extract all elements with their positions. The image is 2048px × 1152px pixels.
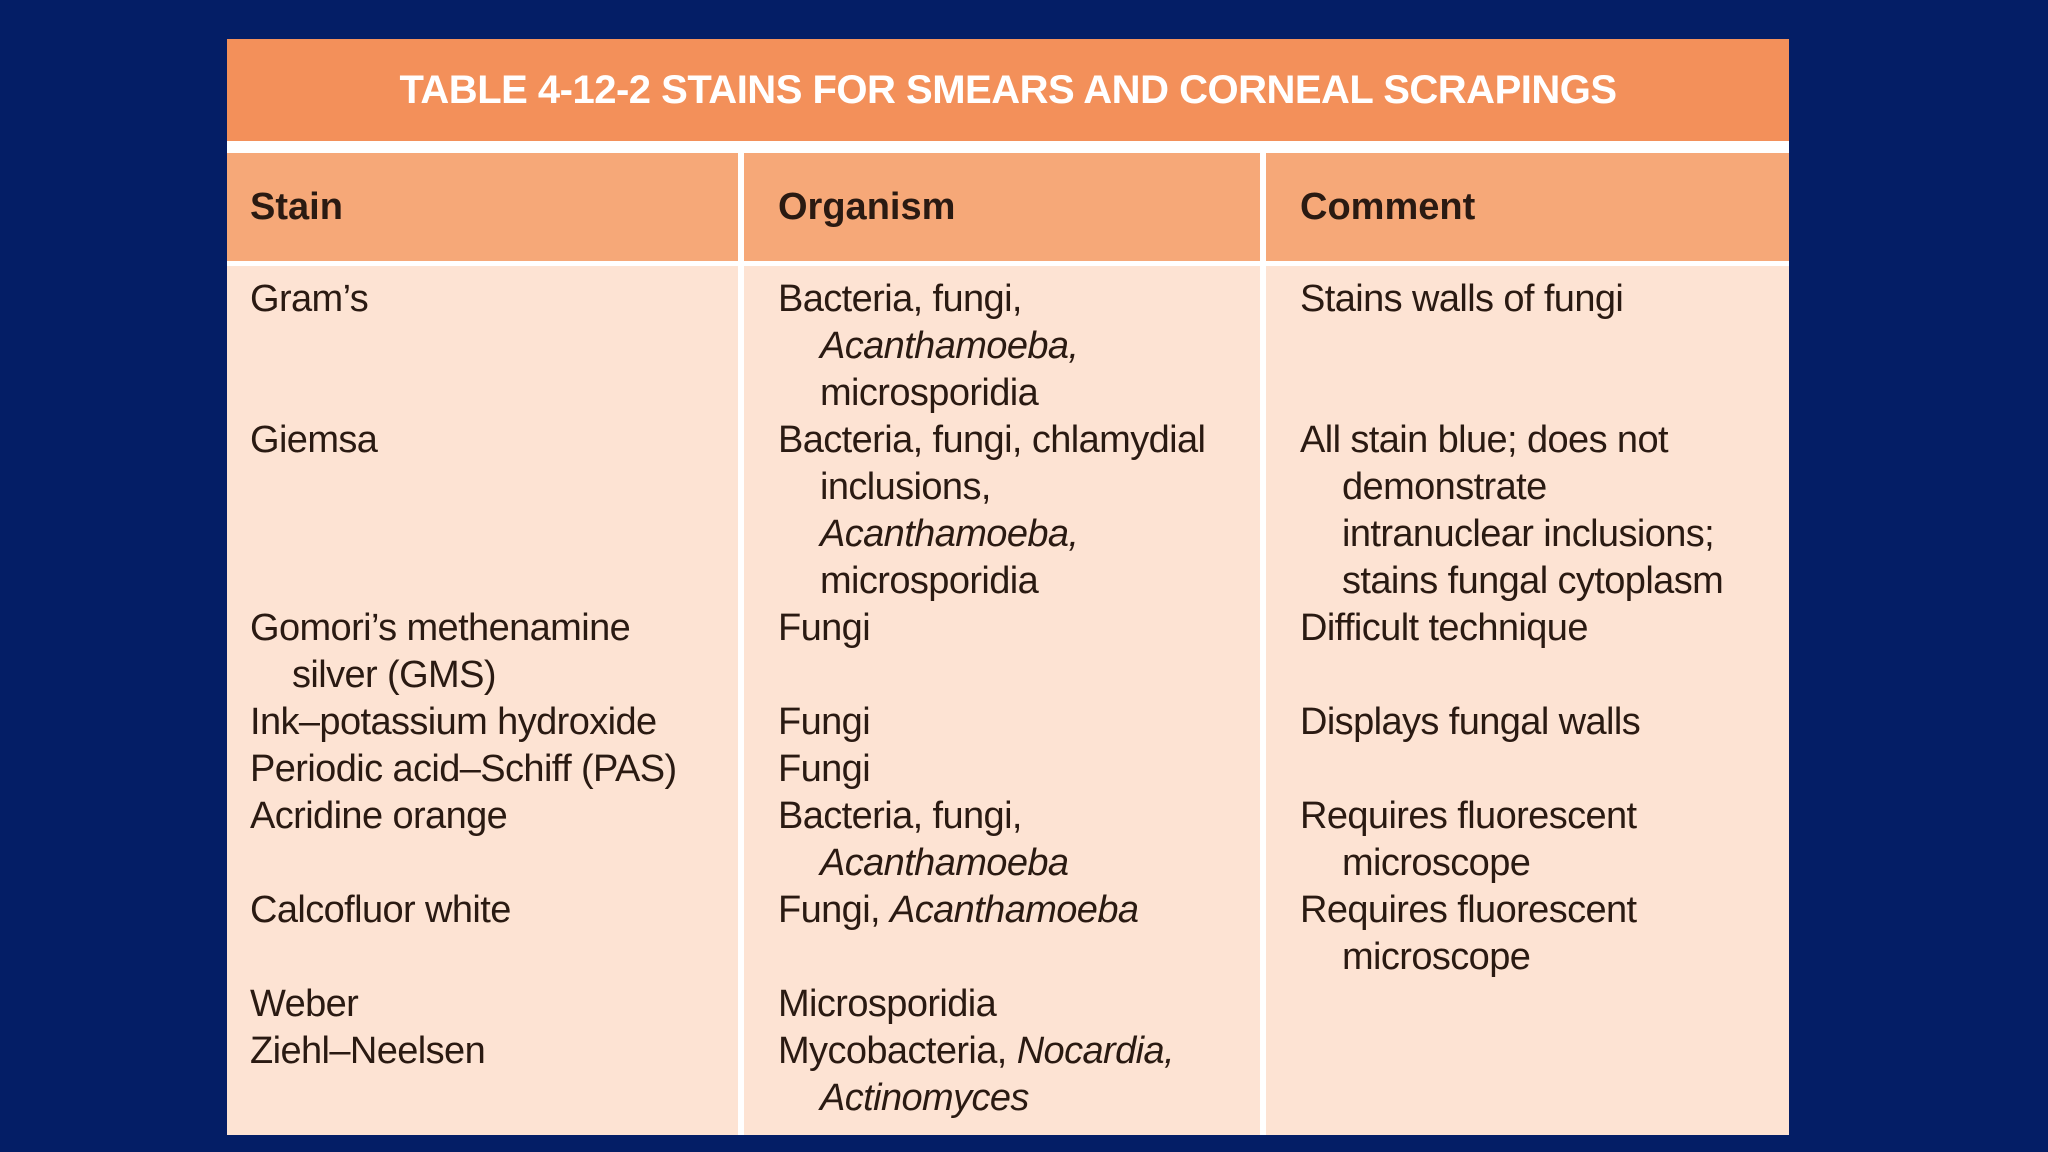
stain-text: Ziehl–Neelsen [250, 1030, 486, 1072]
organism-text: Acanthamoeba [820, 842, 1069, 884]
table-row [227, 605, 1789, 699]
table-row [227, 793, 1789, 887]
organism-cell [744, 605, 1266, 699]
table-header-row [227, 153, 1789, 261]
organism-line [778, 887, 1266, 934]
comment-text: Displays fungal walls [1300, 701, 1641, 743]
stain-text: Gram’s [250, 278, 369, 320]
organism-text: Bacteria, fungi, [778, 795, 1022, 837]
organism-text: Acanthamoeba, [820, 325, 1079, 367]
table-row [227, 1028, 1789, 1122]
table-title: TABLE 4-12-2 STAINS FOR SMEARS AND CORNEAL SCRAPINGS [227, 39, 1789, 141]
comment-text: microscope [1342, 842, 1531, 884]
stain-cell [227, 746, 744, 793]
organism-cell [744, 746, 1266, 793]
organism-text: Microsporidia [778, 983, 997, 1025]
comment-text: Stains walls of fungi [1300, 278, 1624, 320]
organism-text: Acanthamoeba [889, 889, 1139, 931]
organism-text: Bacteria, fungi, chlamydial [778, 419, 1206, 461]
header-organism: Organism [744, 153, 1266, 261]
title-separator [227, 141, 1789, 153]
table-row [227, 746, 1789, 793]
organism-text: microsporidia [820, 560, 1039, 602]
stain-text: Acridine orange [250, 795, 508, 837]
comment-text: Requires fluorescent [1300, 889, 1637, 931]
organism-text: Fungi [778, 701, 871, 743]
organism-cell [744, 887, 1266, 981]
comment-cell [1266, 981, 1789, 1028]
comment-text: All stain blue; does not [1300, 419, 1668, 461]
header-separator [227, 261, 1789, 266]
organism-cell [744, 417, 1266, 605]
comment-text [1300, 746, 1789, 793]
stain-text: silver (GMS) [292, 654, 496, 696]
organism-text: Fungi [778, 607, 871, 649]
comment-cell [1266, 746, 1789, 793]
stain-text: Periodic acid–Schiff (PAS) [250, 748, 677, 790]
organism-cell [744, 981, 1266, 1028]
organism-text: Fungi, [778, 889, 890, 931]
comment-text [1300, 981, 1789, 1028]
header-stain: Stain [227, 153, 744, 261]
stain-cell [227, 605, 744, 699]
comment-text [1300, 1028, 1789, 1075]
comment-text: Difficult technique [1300, 607, 1588, 649]
stain-text: Calcofluor white [250, 889, 511, 931]
comment-cell [1266, 793, 1789, 887]
organism-text: Mycobacteria, [778, 1030, 1017, 1072]
organism-text: microsporidia [820, 372, 1039, 414]
comment-cell [1266, 887, 1789, 981]
stain-cell [227, 793, 744, 887]
comment-text: demonstrate [1342, 466, 1547, 508]
stains-table [227, 39, 1789, 1135]
organism-line [778, 1028, 1266, 1075]
comment-text: Requires fluorescent [1300, 795, 1637, 837]
table-row [227, 417, 1789, 605]
comment-cell [1266, 699, 1789, 746]
organism-cell [744, 1028, 1266, 1122]
comment-cell [1266, 1028, 1789, 1122]
organism-text: Actinomyces [820, 1077, 1029, 1119]
comment-cell [1266, 276, 1789, 417]
stain-text: Gomori’s methenamine [250, 607, 631, 649]
comment-text: intranuclear inclusions; [1342, 513, 1715, 555]
stain-cell [227, 417, 744, 605]
comment-cell [1266, 417, 1789, 605]
stain-text: Ink–potassium hydroxide [250, 701, 657, 743]
stain-cell [227, 981, 744, 1028]
stain-cell [227, 276, 744, 417]
stain-cell [227, 887, 744, 981]
table-row [227, 276, 1789, 417]
organism-cell [744, 793, 1266, 887]
organism-text: inclusions, [820, 466, 991, 508]
comment-text: microscope [1342, 936, 1531, 978]
comment-cell [1266, 605, 1789, 699]
organism-text: Acanthamoeba, [820, 513, 1079, 555]
stain-cell [227, 699, 744, 746]
organism-cell [744, 699, 1266, 746]
stain-text: Weber [250, 983, 359, 1025]
header-comment: Comment [1266, 153, 1789, 261]
comment-text: stains fungal cytoplasm [1342, 560, 1724, 602]
table-body [227, 276, 1789, 1122]
table-row [227, 981, 1789, 1028]
organism-text: Bacteria, fungi, [778, 278, 1022, 320]
organism-text: Fungi [778, 748, 871, 790]
table-row [227, 699, 1789, 746]
organism-text: Nocardia, [1016, 1030, 1174, 1072]
organism-cell [744, 276, 1266, 417]
stain-cell [227, 1028, 744, 1122]
table-row [227, 887, 1789, 981]
stain-text: Giemsa [250, 419, 378, 461]
